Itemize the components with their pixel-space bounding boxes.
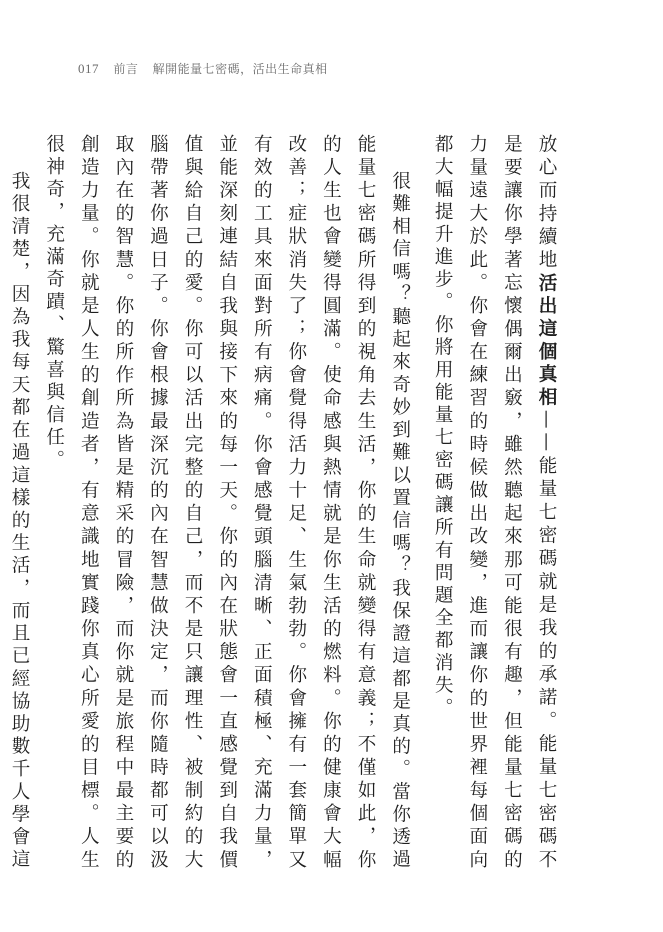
section-label: 前言 bbox=[113, 62, 139, 76]
vertical-text-body bbox=[0, 134, 571, 872]
paragraph-promise-rest: ——能量七密碼就是我的承諾。能量七密碼不是要讓你學著忘懷偶爾出竅，雖然聽起來那可能很有趣，但能量七密碼的力量遠大於此。你會在練習的時候做出改變，進而讓你的世界裡每個面向都大幅提升進步。你將用能量七密碼讓所有問題全都消失。 bbox=[432, 134, 557, 872]
emphasis-live-truth: 活出這個真相 bbox=[536, 273, 557, 410]
page-number: 017 bbox=[78, 61, 99, 76]
paragraph-i-know: 我很清楚，因為我每天都在過這樣的生活，而且已經協助數千人學會這 bbox=[9, 171, 31, 872]
paragraph-hard-to-believe: 很難相信嗎？聽起來奇妙到難以置信嗎？我保證這都是真的。當你透過能量七密碼所得到的視角去生活，你的生命就變得有意義；不僅如此，你的人生也會變得圓滿。使命感與熱情就是你生活的燃料。你的健康會大幅改善；症狀消失了；你會覺得活力十足、生氣勃勃。你會擁有一套簡單又有效的工具來面對所有病痛。你會感覺頭腦清晰、正面積極、充滿力量，並能深刻連結自我與接下來的每一天。你的內在狀態會一直感覺到自我價值與給自己的愛。你可以活出完整的自己，而不是只讓理性、被制約的大腦帶著你過日子。你會根據最深沉的內在智慧做決定，而你隨時都可以汲取內在的智慧。你的所作所為皆是精采的冒險，而你就是旅程中最主要的創造力量。你就是人生的創造者，有意識地實踐你真心所愛的目標。人生很神奇，充滿奇蹟、驚喜與信任。 bbox=[43, 134, 411, 872]
paragraph-promise bbox=[425, 134, 563, 872]
paragraph-promise-lead: 放心而持續地 bbox=[536, 134, 557, 273]
chapter-title: 解開能量七密碼，活出生命真相 bbox=[152, 62, 328, 76]
running-header bbox=[78, 60, 338, 77]
